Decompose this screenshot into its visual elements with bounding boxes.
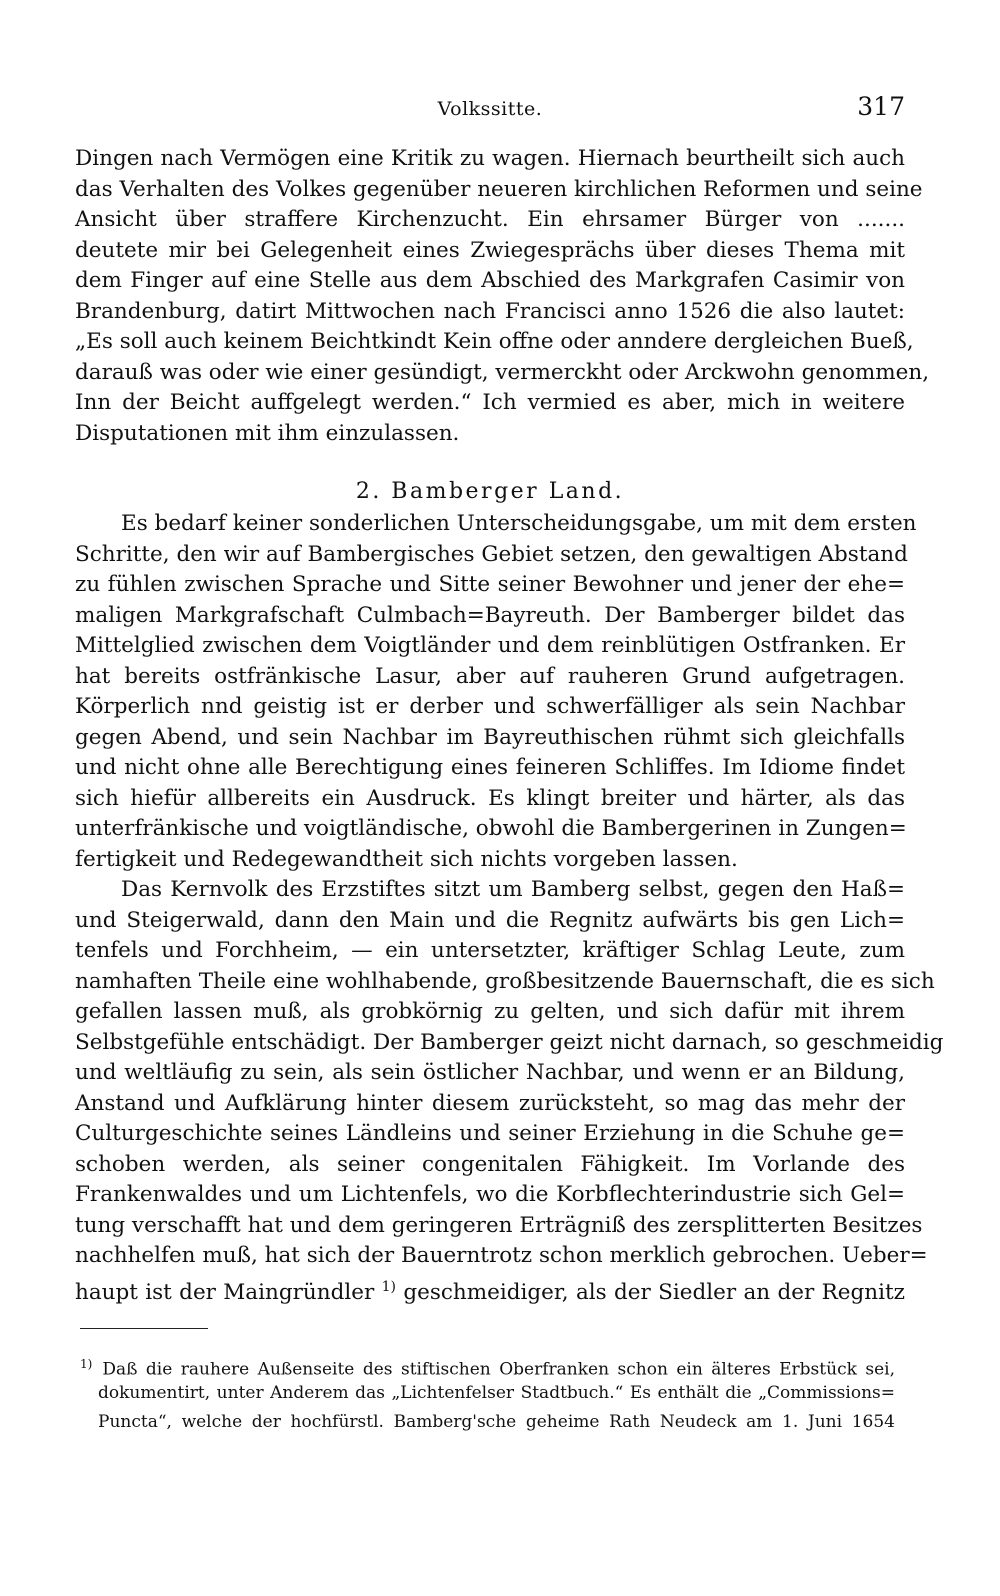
text-line: Körperlich nnd geistig ist er derber und schwerfälliger als sein Nachbar xyxy=(75,694,905,719)
text-line: schoben werden, als seiner congenitalen Fähigkeit. Im Vorlande des xyxy=(75,1151,905,1177)
text-line: deutete mir bei Gelegenheit eines Zwiegesprächs über dieses Thema mit xyxy=(75,237,905,263)
text-line: Schritte, den wir auf Bambergisches Gebiet setzen, den gewaltigen Abstand xyxy=(75,541,908,567)
text-line: und nicht ohne alle Berechtigung eines feineren Schliffes. Im Idiome findet xyxy=(75,755,905,780)
text-line: Culturgeschichte seines Ländleins und seiner Erziehung in die Schuhe ge= xyxy=(75,1121,905,1146)
text-line: unterfränkische und voigtländische, obwohl die Bambergerinen in Zungen= xyxy=(75,816,907,841)
footnote-text: Daß die rauhere Außenseite des stiftischen Oberfranken schon ein älteres Erbstück sei, xyxy=(102,1359,895,1380)
section-heading: 2. Bamberger Land. xyxy=(355,479,625,504)
paragraph-1 xyxy=(75,144,930,449)
text-line: zu fühlen zwischen Sprache und Sitte seiner Bewohner und jener der ehe= xyxy=(75,572,905,597)
text-line: darauß was oder wie einer gesündigt, vermerckht oder Arckwohn genommen, xyxy=(75,359,930,385)
text-line: Dingen nach Vermögen eine Kritik zu wagen. Hiernach beurtheilt sich auch xyxy=(75,146,905,171)
page-header xyxy=(75,92,905,132)
paragraph-3 xyxy=(75,875,944,1305)
text-line: und Steigerwald, dann den Main und die Regnitz aufwärts bis gen Lich= xyxy=(75,907,905,933)
footnote-line: Puncta“, welche der hochfürstl. Bamberg'sche geheime Rath Neudeck am 1. Juni 1654 xyxy=(98,1412,895,1432)
text-line-with-footnote-ref xyxy=(75,1272,905,1303)
footnote-reference[interactable]: 1) xyxy=(381,1278,396,1295)
text-line: nachhelfen muß, hat sich der Bauerntrotz schon merklich gebrochen. Ueber= xyxy=(75,1243,928,1268)
text-line: Mittelglied zwischen dem Voigtländer und dem reinblütigen Ostfranken. Er xyxy=(75,633,905,658)
text-line: dem Finger auf eine Stelle aus dem Abschied des Markgrafen Casimir von xyxy=(75,268,905,293)
footnote-line: dokumentirt, unter Anderem das „Lichtenfelser Stadtbuch.“ Es enthält die „Commissions= xyxy=(98,1383,895,1403)
running-title: Volkssitte. xyxy=(437,98,543,120)
text-line: Brandenburg, datirt Mittwochen nach Francisci anno 1526 die also lautet: xyxy=(75,298,905,324)
text-line: und weltläufig zu sein, als sein östlicher Nachbar, und wenn er an Bildung, xyxy=(75,1060,905,1085)
text-line: Frankenwaldes und um Lichtenfels, wo die Korbflechterindustrie sich Gel= xyxy=(75,1182,905,1207)
text-line: das Verhalten des Volkes gegenüber neueren kirchlichen Reformen und seine xyxy=(75,176,923,202)
footnote xyxy=(80,1350,895,1437)
text-line: Es bedarf keiner sonderlichen Unterscheidungsgabe, um mit dem ersten xyxy=(121,511,917,536)
text-line: Disputationen mit ihm einzulassen. xyxy=(75,420,460,446)
footnote-line xyxy=(80,1350,895,1379)
text-line: hat bereits ostfränkische Lasur, aber auf rauheren Grund aufgetragen. xyxy=(75,663,905,689)
text-fragment: geschmeidiger, als der Siedler an der Regnitz xyxy=(403,1279,905,1305)
text-line: Anstand und Aufklärung hinter diesem zurücksteht, so mag das mehr der xyxy=(75,1090,905,1116)
text-line: Ansicht über straffere Kirchenzucht. Ein ehrsamer Bürger von ....... xyxy=(75,207,905,232)
text-fragment: haupt ist der Maingründler xyxy=(75,1279,375,1305)
text-line: maligen Markgrafschaft Culmbach=Bayreuth. Der Bamberger bildet das xyxy=(75,602,905,628)
text-line: gegen Abend, und sein Nachbar im Bayreuthischen rühmt sich gleichfalls xyxy=(75,724,905,750)
text-line: gefallen lassen muß, als grobkörnig zu gelten, und sich dafür mit ihrem xyxy=(75,999,905,1024)
body-text xyxy=(75,144,944,1305)
text-line: tenfels und Forchheim, — ein untersetzter, kräftiger Schlag Leute, zum xyxy=(75,938,905,963)
text-line: Das Kernvolk des Erzstiftes sitzt um Bamberg selbst, gegen den Haß= xyxy=(121,877,905,902)
text-line: namhaften Theile eine wohlhabende, großbesitzende Bauernschaft, die es sich xyxy=(75,968,935,994)
text-line: Selbstgefühle entschädigt. Der Bamberger geizt nicht darnach, so geschmeidig xyxy=(75,1029,944,1055)
footnote-mark: 1) xyxy=(80,1357,93,1371)
paragraph-2 xyxy=(75,509,917,875)
text-line: tung verschafft hat und dem geringeren Erträgniß des zersplitterten Besitzes xyxy=(75,1212,923,1238)
page-number: 317 xyxy=(857,92,905,121)
footnote-divider xyxy=(80,1328,208,1329)
text-line: sich hiefür allbereits ein Ausdruck. Es klingt breiter und härter, als das xyxy=(75,785,905,811)
text-line: fertigkeit und Redegewandtheit sich nichts vorgeben lassen. xyxy=(75,846,738,872)
text-line: „Es soll auch keinem Beichtkindt Kein offne oder anndere dergleichen Bueß, xyxy=(75,329,914,354)
text-line: Inn der Beicht auffgelegt werden.“ Ich vermied es aber, mich in weitere xyxy=(75,390,905,415)
